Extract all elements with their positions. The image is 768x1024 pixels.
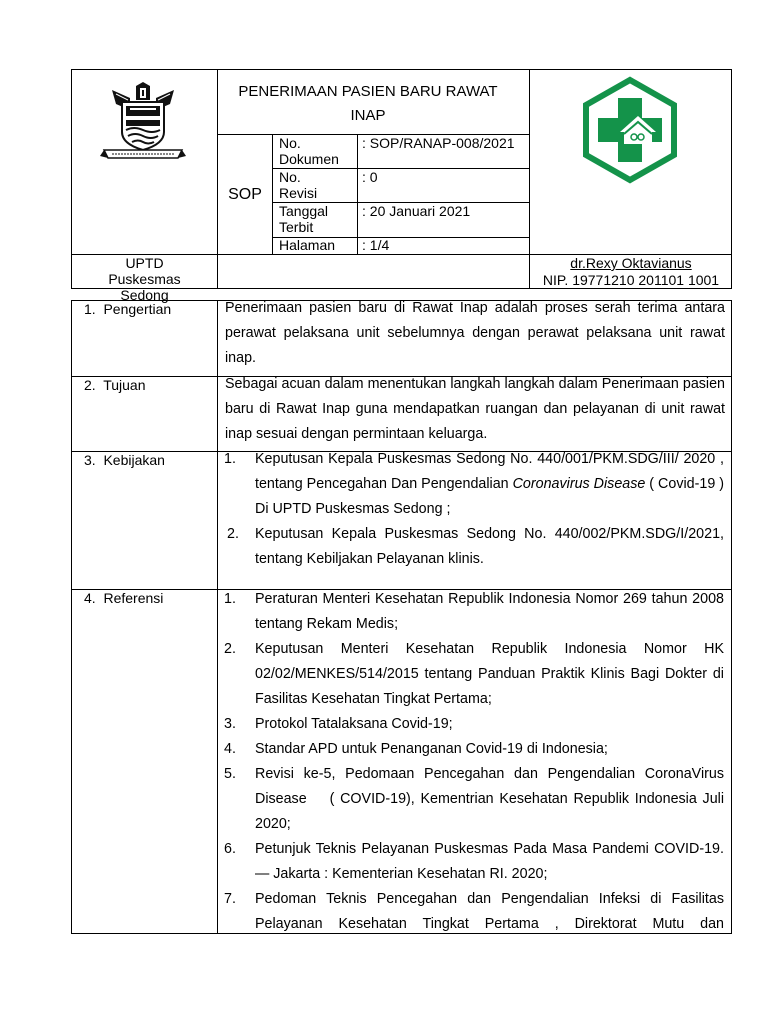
section-text-pengertian: Penerimaan pasien baru di Rawat Inap adalah proses serah terima antara perawat pelaksana unit sebelumnya dengan perawat pelaksana unit rawat inap. [225, 300, 725, 366]
section-label-pengertian: 1. Pengertian [84, 301, 172, 317]
divider [217, 300, 218, 934]
list-item [224, 587, 724, 637]
list-text-italic: Coronavirus Disease [512, 476, 646, 492]
document-title: PENERIMAAN PASIEN BARU RAWAT INAP [238, 83, 498, 124]
sop-label: SOP [228, 186, 262, 203]
list-number: 3. [224, 716, 236, 732]
list-number: 2. [227, 526, 239, 542]
kebijakan-list [224, 447, 724, 572]
list-text: Petunjuk Teknis Pelayanan Puskesmas Pada Masa Pandemi COVID-19.— Jakarta : Kementerian Kesehatan RI. 2020; [255, 841, 724, 882]
field-label-no-dokumen: No. Dokumen [279, 135, 339, 167]
list-number: 5. [224, 766, 236, 782]
divider [357, 134, 358, 254]
list-number: 6. [224, 841, 236, 857]
list-number: 2. [224, 641, 236, 657]
field-value-tanggal-terbit: : 20 Januari 2021 [362, 203, 471, 219]
field-label-tanggal-terbit: Tanggal Terbit [279, 203, 329, 235]
list-item [224, 762, 728, 837]
list-text: Protokol Tatalaksana Covid-19; [255, 716, 453, 732]
section-label-kebijakan: 3. Kebijakan [84, 452, 165, 468]
list-text: Pedoman Teknis Pencegahan dan Pengendalian Infeksi di Fasilitas Pelayanan Kesehatan Tingkat Pertama , Direktorat Mutu dan [255, 891, 724, 932]
field-label-halaman: Halaman [279, 237, 336, 253]
signatory-nip: NIP. 19771210 201101 1001 [542, 272, 720, 288]
section-label-tujuan: 2. Tujuan [84, 377, 146, 393]
list-item [224, 712, 724, 737]
list-item [224, 522, 724, 572]
list-number: 7. [224, 891, 236, 907]
list-text: Keputusan Kepala Puskesmas Sedong No. 440/001/PKM.SDG/III/ 2020 , tentang Pencegahan Dan Pengendalian [255, 451, 724, 492]
list-item [224, 637, 724, 712]
list-text: Keputusan Menteri Kesehatan Republik Indonesia Nomor HK 02/02/MENKES/514/2015 tentang Panduan Praktik Klinis Bagi Dokter di Fasilitas Kesehatan Tingkat Pertama; [255, 641, 724, 707]
section-text-tujuan: Sebagai acuan dalam menentukan langkah langkah dalam Penerimaan pasien baru di Rawat Inap guna mendapatkan ruangan dan pelayanan di unit rawat inap sesuai dengan permintaan keluarga. [225, 376, 725, 442]
list-text: Standar APD untuk Penanganan Covid-19 di Indonesia; [255, 741, 608, 757]
list-number: 1. [224, 591, 236, 607]
field-label-no-revisi: No. Revisi [279, 169, 318, 201]
list-number: 4. [224, 741, 236, 757]
list-text: ( Covid-19 ) Di UPTD Puskesmas Sedong ; [255, 476, 725, 517]
list-item [224, 737, 724, 762]
divider [272, 134, 273, 254]
section-label-referensi: 4. Referensi [84, 590, 164, 606]
puskesmas-cross-icon [580, 76, 680, 184]
list-item [224, 447, 724, 522]
list-text: Revisi ke-5, Pedomaan Pencegahan dan Pengendalian CoronaVirus Disease ( COVID-19), Kementrian Kesehatan Republik Indonesia Juli 2020; [255, 766, 728, 832]
list-text: Keputusan Kepala Puskesmas Sedong No. 440/002/PKM.SDG/I/2021, tentang Kebiljakan Pelayanan klinis. [255, 526, 724, 567]
field-value-no-revisi: : 0 [362, 169, 378, 185]
list-item [224, 837, 724, 887]
field-value-halaman: : 1/4 [362, 237, 390, 253]
referensi-list [224, 587, 728, 937]
list-item [224, 887, 724, 937]
regency-crest-icon [100, 80, 186, 164]
institution-name: UPTD Puskesmas Sedong [108, 255, 181, 303]
signatory-name: dr.Rexy Oktavianus [570, 255, 692, 271]
field-value-no-dokumen: : SOP/RANAP-008/2021 [362, 135, 515, 151]
list-number: 1. [224, 451, 236, 467]
list-text: Peraturan Menteri Kesehatan Republik Indonesia Nomor 269 tahun 2008 tentang Rekam Medis; [255, 591, 724, 632]
